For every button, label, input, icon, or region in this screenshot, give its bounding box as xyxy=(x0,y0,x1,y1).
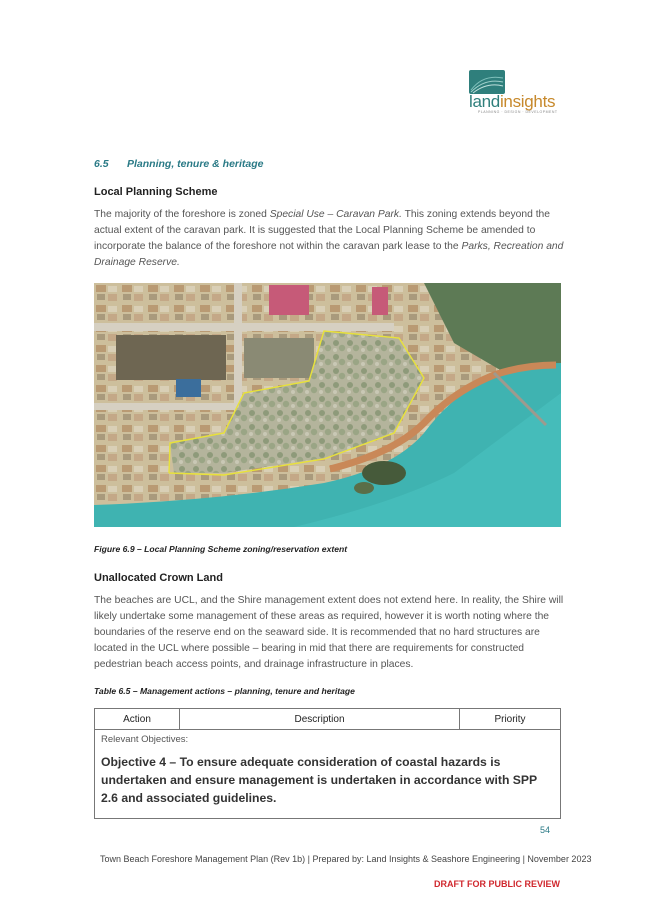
header-description: Description xyxy=(180,709,460,730)
logo-tagline: PLANNING · DESIGN · DEVELOPMENT xyxy=(478,110,558,114)
local-planning-heading: Local Planning Scheme xyxy=(94,186,218,198)
page-number: 54 xyxy=(540,825,551,835)
ucl-heading: Unallocated Crown Land xyxy=(94,572,223,584)
ucl-paragraph: The beaches are UCL, and the Shire management extent does not extend here. In reality, the Shire will likely undertake some management of these areas as required, however it is worth noting where the boundaries of the reserve end on the seaward side. It is recommended that no hard structures are located in the UCL where possible – bearing in mid that there are requirements for constructed pedestrian beach access points, and drainage infrastructure in places. xyxy=(94,595,564,670)
draft-notice: DRAFT FOR PUBLIC REVIEW xyxy=(434,879,560,889)
local-planning-paragraph xyxy=(94,207,564,271)
relevant-objectives-cell xyxy=(95,730,561,819)
logo-land-text: land xyxy=(469,92,500,111)
section-number: 6.5 xyxy=(94,158,109,170)
figure-caption: Figure 6.9 – Local Planning Scheme zoning/reservation extent xyxy=(94,544,348,554)
logo-insights-text: insights xyxy=(499,92,556,111)
table-caption: Table 6.5 – Management actions – planning, tenure and heritage xyxy=(94,686,355,696)
aerial-map-image xyxy=(94,283,561,527)
logo-mark xyxy=(469,70,505,94)
header-priority: Priority xyxy=(460,709,561,730)
aerial-map-figure xyxy=(94,283,561,527)
lp-text-a: The majority of the foreshore is zoned xyxy=(94,209,270,220)
footer-text: Town Beach Foreshore Management Plan (Rev 1b) | Prepared by: Land Insights & Seashore Engineering | November 2023 xyxy=(100,854,592,864)
header-action: Action xyxy=(95,709,180,730)
section-heading xyxy=(94,158,264,170)
lp-text-c: This zoning extends beyond the actual extent of the caravan park. It is suggested that the Local Planning Scheme be amended to incorporate the balance of the foreshore not within the caravan park lease to the xyxy=(94,209,551,252)
management-actions-table xyxy=(94,708,561,819)
relevant-objectives-label: Relevant Objectives: xyxy=(101,734,189,745)
section-title: Planning, tenure & heritage xyxy=(127,158,264,170)
lp-text-d: Parks, Recreation and Drainage Reserve. xyxy=(94,241,564,268)
table-row xyxy=(95,730,561,819)
table-header-row xyxy=(95,709,561,730)
lp-text-b: Special Use – Caravan Park. xyxy=(269,209,402,220)
objective-text: Objective 4 – To ensure adequate consideration of coastal hazards is undertaken and ensure management is undertaken in accordance with SPP 2.6 and associated guidelines. xyxy=(101,755,537,805)
